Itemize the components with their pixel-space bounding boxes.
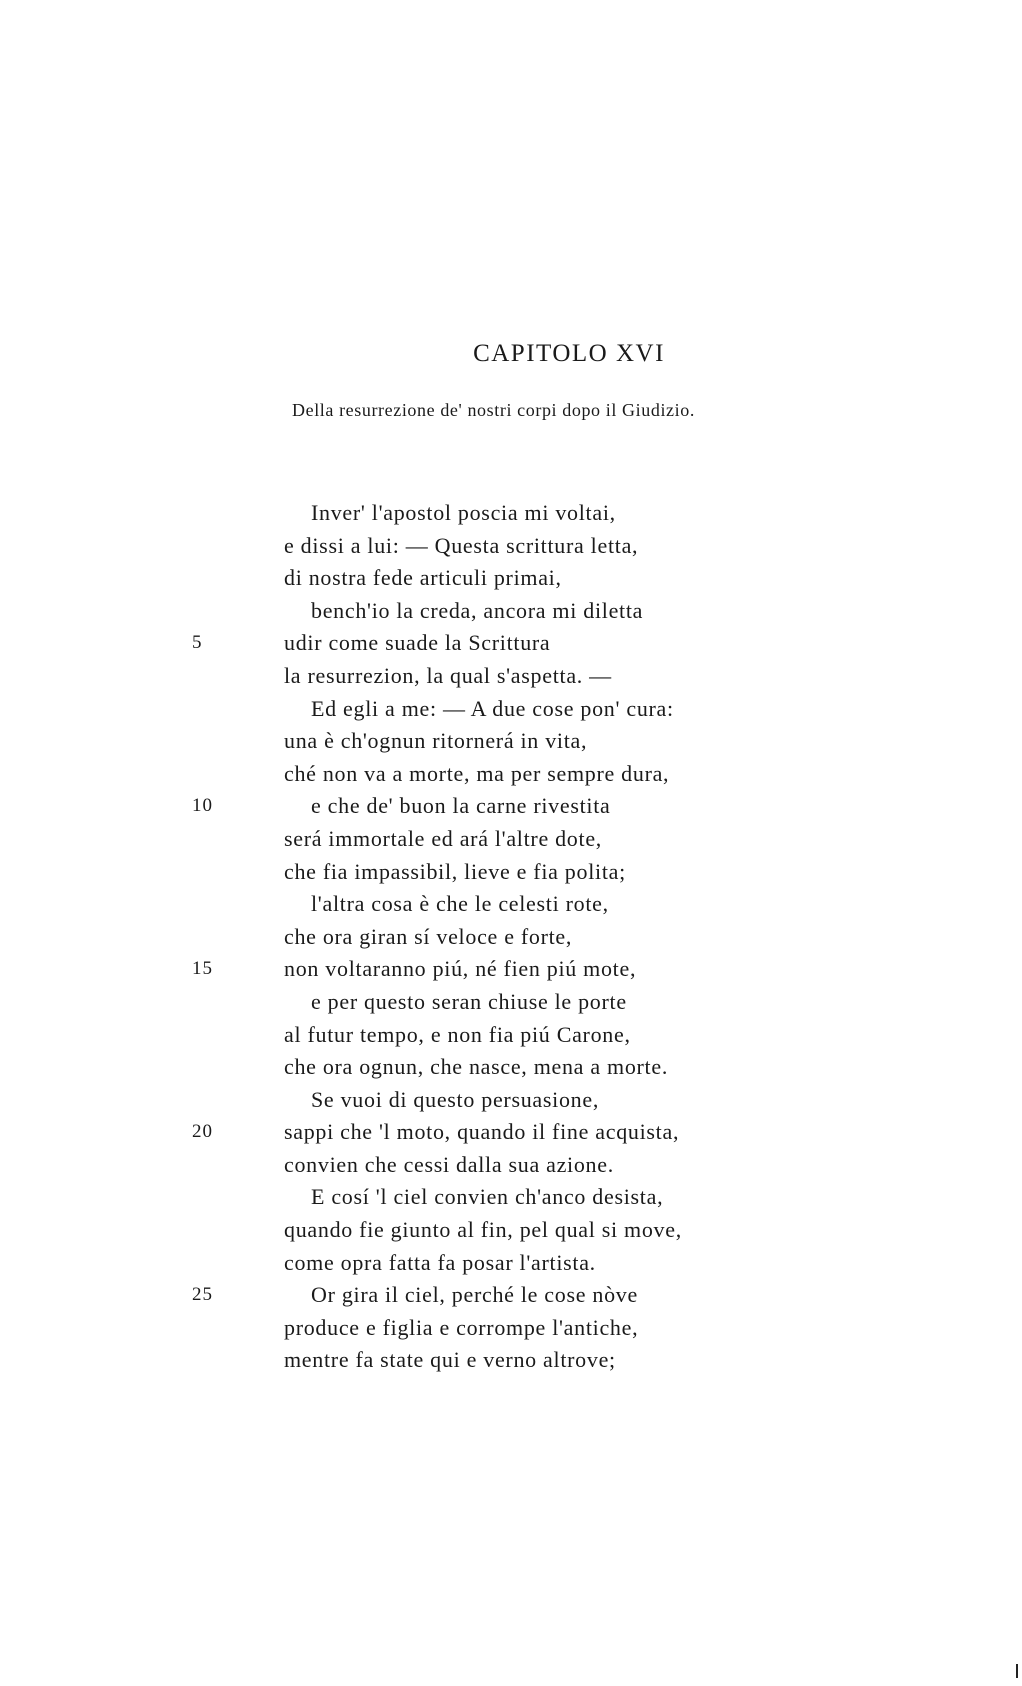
verse-line [0, 790, 1022, 823]
verse-text: al futur tempo, e non fia piú Carone, [284, 1021, 631, 1047]
line-number: 25 [192, 1284, 213, 1306]
verse-line [0, 1116, 1022, 1149]
verse-text: Se vuoi di questo persuasione, [311, 1086, 600, 1112]
verse-line [0, 1247, 1022, 1280]
verse-line [0, 660, 1022, 693]
verse-text: e che de' buon la carne rivestita [311, 793, 611, 819]
verse-text: la resurrezion, la qual s'aspetta. — [284, 662, 612, 688]
verse-line [0, 497, 1022, 530]
verse-line [0, 1084, 1022, 1117]
verse-text: produce e figlia e corrompe l'antiche, [284, 1314, 639, 1340]
line-number: 10 [192, 795, 213, 817]
verse-text: e dissi a lui: — Questa scrittura letta, [284, 532, 639, 558]
verse-text: di nostra fede articuli primai, [284, 565, 562, 591]
verse-text: ché non va a morte, ma per sempre dura, [284, 760, 670, 786]
verse-line [0, 1149, 1022, 1182]
verse-text: una è ch'ognun ritornerá in vita, [284, 728, 588, 754]
verse-line [0, 921, 1022, 954]
verse-line [0, 725, 1022, 758]
verse-text: Inver' l'apostol poscia mi voltai, [311, 500, 616, 525]
line-number: 15 [192, 958, 213, 980]
line-number: 20 [192, 1121, 213, 1143]
verse-line [0, 856, 1022, 889]
verse-text: che ora giran sí veloce e forte, [284, 923, 573, 949]
verse-line [0, 1279, 1022, 1312]
verse-text: Ed egli a me: — A due cose pon' cura: [311, 695, 674, 721]
line-number: 5 [192, 632, 203, 654]
verse-text: bench'io la creda, ancora mi diletta [311, 597, 644, 623]
verse-text: che fia impassibil, lieve e fia polita; [284, 858, 626, 884]
verse-line [0, 693, 1022, 726]
verse-text: udir come suade la Scrittura [284, 630, 551, 656]
verse-line [0, 758, 1022, 791]
verse-text: che ora ognun, che nasce, mena a morte. [284, 1054, 669, 1080]
verse-line [0, 627, 1022, 660]
verse-text: será immortale ed ará l'altre dote, [284, 825, 602, 851]
verse-text: mentre fa state qui e verno altrove; [284, 1347, 616, 1373]
verse-line [0, 823, 1022, 856]
chapter-subtitle: Della resurrezione de' nostri corpi dopo il Giudizio. [292, 400, 695, 420]
verse-line [0, 888, 1022, 921]
verse-line [0, 595, 1022, 628]
verse-text: come opra fatta fa posar l'artista. [284, 1249, 596, 1275]
verse-text: convien che cessi dalla sua azione. [284, 1151, 614, 1177]
verse-line [0, 1019, 1022, 1052]
verse-text: non voltaranno piú, né fien piú mote, [284, 956, 637, 982]
verse-text: E cosí 'l ciel convien ch'anco desista, [311, 1184, 664, 1210]
verse-text: e per questo seran chiuse le porte [311, 988, 627, 1014]
verse-line [0, 1051, 1022, 1084]
verse-line [0, 1344, 1022, 1377]
verse-line [0, 953, 1022, 986]
verse-line [0, 1214, 1022, 1247]
verse-text: l'altra cosa è che le celesti rote, [311, 891, 609, 917]
verse-line [0, 1312, 1022, 1345]
poem-verses [0, 497, 1022, 1377]
verse-line [0, 986, 1022, 1019]
verse-line [0, 530, 1022, 563]
verse-text: Or gira il ciel, perché le cose nòve [311, 1282, 638, 1308]
verse-line [0, 562, 1022, 595]
verse-text: quando fie giunto al fin, pel qual si move, [284, 1217, 682, 1243]
chapter-title: CAPITOLO XVI [473, 340, 665, 367]
verse-text: sappi che 'l moto, quando il fine acquista, [284, 1119, 680, 1145]
verse-line [0, 1181, 1022, 1214]
scan-edge-mark [1016, 1664, 1018, 1678]
